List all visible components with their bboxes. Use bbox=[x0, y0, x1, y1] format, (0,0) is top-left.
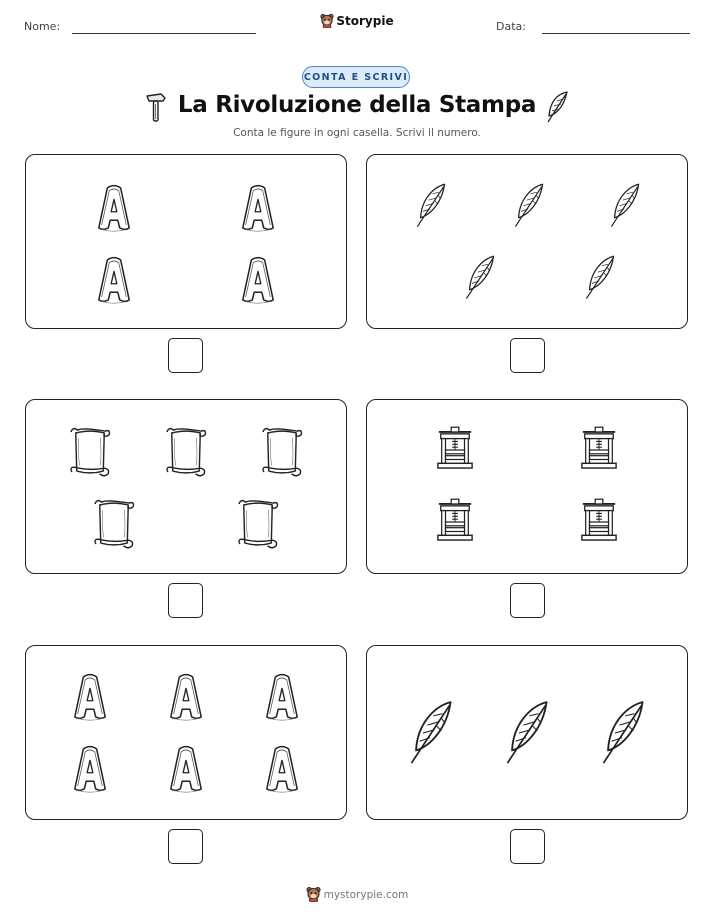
figure-group bbox=[367, 400, 689, 575]
name-line[interactable] bbox=[72, 33, 256, 34]
count-box-letters-2 bbox=[25, 645, 347, 820]
answer-box-4[interactable] bbox=[510, 583, 545, 618]
figure-group bbox=[26, 155, 348, 330]
letter-a-icon bbox=[99, 186, 129, 232]
scroll-icon bbox=[95, 501, 133, 548]
answer-box-3[interactable] bbox=[168, 583, 203, 618]
feather-icon bbox=[507, 702, 546, 763]
answer-box-1[interactable] bbox=[168, 338, 203, 373]
feather-icon bbox=[411, 702, 450, 763]
letter-a-icon bbox=[75, 675, 105, 721]
footer bbox=[0, 886, 714, 902]
printing-press-icon bbox=[582, 427, 616, 468]
letter-a-icon bbox=[267, 747, 297, 793]
feather-icon bbox=[586, 256, 613, 298]
feather-icon bbox=[611, 184, 638, 226]
letter-a-icon bbox=[171, 675, 201, 721]
answer-box-5[interactable] bbox=[168, 829, 203, 864]
page-title: La Rivoluzione della Stampa bbox=[177, 92, 537, 118]
answer-box-2[interactable] bbox=[510, 338, 545, 373]
letter-a-icon bbox=[267, 675, 297, 721]
date-line[interactable] bbox=[542, 33, 690, 34]
count-box-scrolls bbox=[25, 399, 347, 574]
scroll-icon bbox=[263, 429, 301, 476]
name-label: Nome: bbox=[24, 20, 61, 33]
figure-group bbox=[367, 646, 689, 821]
printing-press-icon bbox=[582, 499, 616, 540]
figure-group bbox=[26, 646, 348, 821]
activity-badge: CONTA E SCRIVI bbox=[302, 66, 410, 88]
scroll-icon bbox=[239, 501, 277, 548]
letter-a-icon bbox=[171, 747, 201, 793]
scroll-icon bbox=[71, 429, 109, 476]
letter-a-icon bbox=[75, 747, 105, 793]
count-box-feathers-1 bbox=[366, 154, 688, 329]
footer-url: mystorypie.com bbox=[323, 889, 409, 901]
scroll-icon bbox=[167, 429, 205, 476]
feather-icon bbox=[545, 90, 571, 124]
feather-icon bbox=[466, 256, 493, 298]
answer-box-6[interactable] bbox=[510, 829, 545, 864]
brand-logo bbox=[0, 13, 714, 28]
brand-name: Storypie bbox=[336, 14, 394, 28]
figure-group bbox=[367, 155, 689, 330]
figure-group bbox=[26, 400, 348, 575]
letter-a-icon bbox=[243, 258, 273, 304]
instructions: Conta le figure in ogni casella. Scrivi il numero. bbox=[233, 127, 481, 139]
bear-logo-icon bbox=[320, 13, 334, 28]
date-label: Data: bbox=[496, 20, 526, 33]
feather-icon bbox=[515, 184, 542, 226]
count-box-letters-1 bbox=[25, 154, 347, 329]
feather-icon bbox=[417, 184, 444, 226]
printing-press-icon bbox=[438, 499, 472, 540]
count-box-presses bbox=[366, 399, 688, 574]
letter-a-icon bbox=[99, 258, 129, 304]
printing-press-icon bbox=[438, 427, 472, 468]
bear-logo-icon bbox=[306, 886, 321, 902]
count-box-feathers-2 bbox=[366, 645, 688, 820]
feather-icon bbox=[603, 702, 642, 763]
letter-a-icon bbox=[243, 186, 273, 232]
